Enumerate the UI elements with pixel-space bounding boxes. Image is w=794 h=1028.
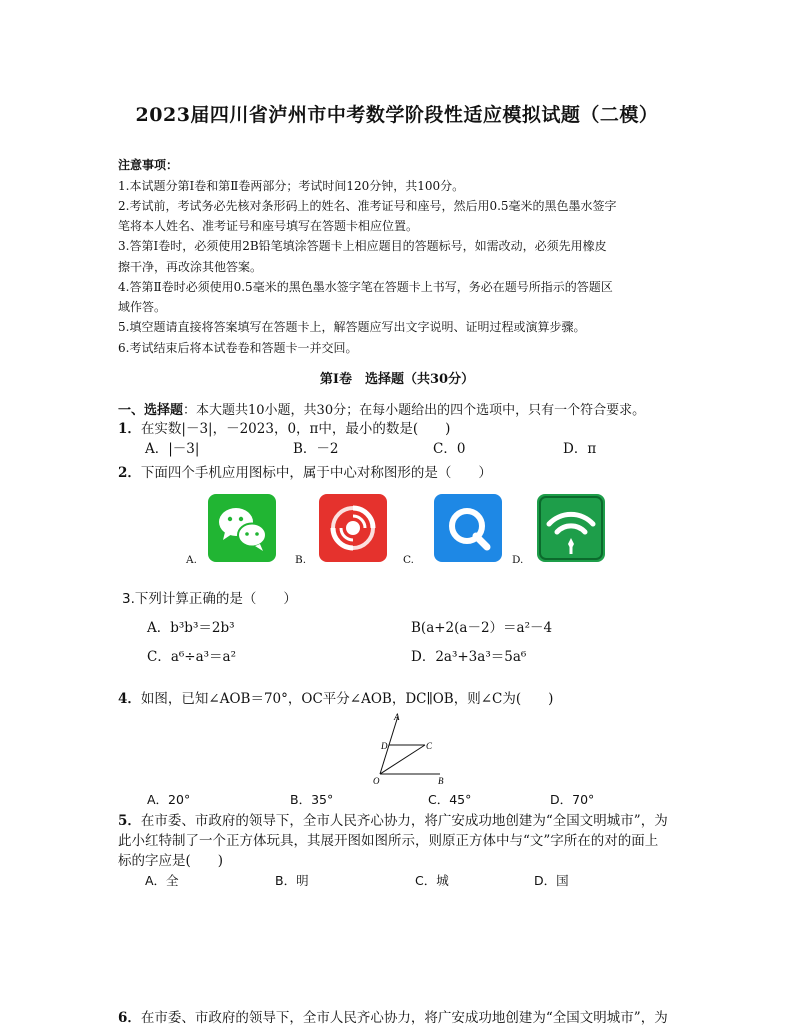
magnifier-q-icon — [434, 494, 502, 562]
point-d-label: D — [381, 741, 388, 751]
angle-figure — [370, 708, 470, 788]
question-6 — [118, 1010, 668, 1026]
q4-option-c: C．45° — [428, 792, 472, 807]
q5-option-d: D．国 — [534, 873, 569, 888]
question-text: 在市委、市政府的领导下，全市人民齐心协力，将广安成功地创建为“全国文明城市”，为 — [140, 1010, 668, 1026]
q2-label-a: A. — [186, 554, 197, 566]
part-intro — [118, 403, 645, 419]
q5-option-a: A．全 — [145, 873, 179, 888]
question-text: 在市委、市政府的领导下，全市人民齐心协力，将广安成功地创建为“全国文明城市”，为 — [140, 813, 668, 829]
notice-item: 1.本试题分第Ⅰ卷和第Ⅱ卷两部分；考试时间120分钟，共100分。 — [118, 179, 465, 193]
notice-item: 4.答第Ⅱ卷时必须使用0.5毫米的黑色墨水签字笔在答题卡上书写，务必在题号所指示的答题区 — [118, 280, 613, 294]
exam-title: 2023届四川省泸州市中考数学阶段性适应模拟试题（二模） — [135, 104, 659, 126]
notice-item: 5.填空题请直接将答案填写在答题卡上，解答题应写出文字说明、证明过程或演算步骤。 — [118, 320, 586, 334]
question-number: 5． — [118, 813, 141, 829]
part-text: ：本大题共10小题，共30分；在每小题给出的四个选项中，只有一个符合要求。 — [183, 403, 646, 418]
point-a-label: A — [394, 712, 400, 722]
part-label: 一、选择题 — [118, 403, 184, 418]
notice-item: 6.考试结束后将本试卷卷和答题卡一并交回。 — [118, 341, 358, 355]
q3-option-a: A．b³b³＝2b³ — [147, 620, 235, 636]
q1-option-a: A．|－3| — [145, 441, 200, 457]
question-1 — [118, 421, 450, 437]
q1-option-d: D．π — [563, 441, 597, 457]
notice-item: 2.考试前，考试务必先核对条形码上的姓名、准考证号和座号，然后用0.5毫米的黑色墨水签字 — [118, 199, 617, 213]
question-4 — [118, 691, 553, 707]
question-number: 1． — [118, 421, 141, 437]
q4-option-b: B．35° — [290, 792, 334, 807]
point-b-label: B — [438, 776, 444, 786]
q5-option-b: B．明 — [275, 873, 309, 888]
notice-item: 笔将本人姓名、准考证号和座号填写在答题卡相应位置。 — [118, 219, 419, 233]
notice-heading: 注意事项： — [118, 158, 179, 172]
wifi-icon — [537, 494, 605, 562]
q4-option-d: D．70° — [550, 792, 595, 807]
q2-label-d: D. — [512, 554, 524, 566]
q4-option-a: A．20° — [147, 792, 191, 807]
question-5-line: 此小红特制了一个正方体玩具，其展开图如图所示，则原正方体中与“文”字所在的对的面上 — [118, 833, 659, 849]
question-2 — [118, 465, 492, 481]
question-number: 6． — [118, 1010, 141, 1026]
question-number: 4． — [118, 691, 141, 707]
point-o-label: O — [373, 776, 380, 786]
section-heading: 第Ⅰ卷 选择题（共30分） — [319, 372, 475, 387]
q1-option-b: B．－2 — [293, 441, 339, 457]
q2-label-c: C. — [403, 554, 414, 566]
notice-item: 域作答。 — [118, 300, 167, 314]
point-c-label: C — [426, 741, 433, 751]
q3-option-c: C．a⁶÷a³＝a² — [147, 649, 237, 665]
q3-option-d: D．2a³+3a³＝5a⁶ — [411, 649, 527, 665]
q5-option-c: C．城 — [415, 873, 449, 888]
question-3: 3.下列计算正确的是（ ） — [122, 591, 297, 607]
q2-label-b: B. — [295, 554, 307, 566]
question-5-line: 标的字应是( ) — [118, 853, 224, 869]
question-text: 下面四个手机应用图标中，属于中心对称图形的是（ ） — [140, 465, 492, 481]
question-number: 2． — [118, 465, 141, 481]
question-text: 在实数|－3|，－2023，0，π中，最小的数是( ) — [140, 421, 451, 437]
wechat-icon — [208, 494, 276, 562]
swirl-icon — [319, 494, 387, 562]
notice-item: 擦干净，再改涂其他答案。 — [118, 260, 263, 274]
notice-item: 3.答第Ⅰ卷时，必须使用2B铅笔填涂答题卡上相应题目的答题标号，如需改动，必须先用橡皮 — [118, 239, 607, 253]
q1-option-c: C．0 — [433, 441, 466, 457]
q3-option-b: B(a+2(a－2）＝a²－4 — [411, 620, 553, 636]
question-text: 如图，已知∠AOB＝70°，OC平分∠AOB，DC∥OB，则∠C为( ) — [140, 691, 554, 707]
question-5 — [118, 813, 668, 829]
